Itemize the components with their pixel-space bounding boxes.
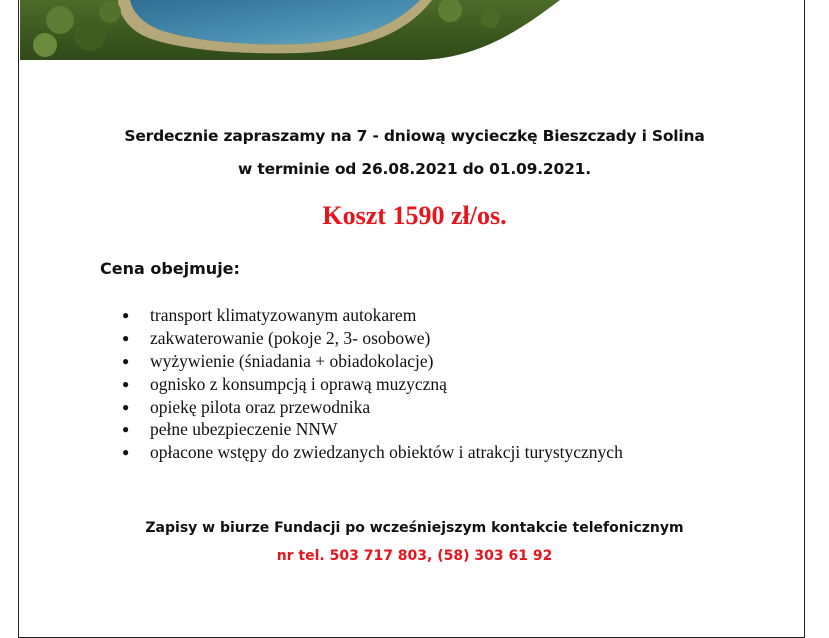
list-item <box>118 327 623 350</box>
list-item <box>118 373 623 396</box>
list-item-label: opiekę pilota oraz przewodnika <box>150 396 371 417</box>
bullet-icon: ● <box>122 399 130 414</box>
price: Koszt 1590 zł/os. <box>322 201 507 230</box>
lake-photo <box>20 0 560 60</box>
phone-numbers: nr tel. 503 717 803, (58) 303 61 92 <box>276 548 553 564</box>
list-item-label: wyżywienie (śniadania + obiadokolacje) <box>150 350 434 371</box>
list-item <box>118 441 623 464</box>
list-item-label: transport klimatyzowanym autokarem <box>150 305 417 325</box>
invitation-line-1: Serdecznie zapraszamy na 7 - dniową wycieczkę Bieszczady i Solina <box>124 127 705 145</box>
list-item <box>118 304 623 327</box>
bullet-icon: ● <box>122 353 130 368</box>
bullet-icon: ● <box>122 376 130 391</box>
signup-info: Zapisy w biurze Fundacji po wcześniejszym kontakcie telefonicznym <box>145 520 684 536</box>
list-item-label: pełne ubezpieczenie NNW <box>150 419 338 440</box>
list-item <box>118 418 623 441</box>
list-item-label: ognisko z konsumpcją i oprawą muzyczną <box>150 373 447 394</box>
invitation-line-2: w terminie od 26.08.2021 do 01.09.2021. <box>238 160 591 178</box>
list-item <box>118 396 623 419</box>
list-item <box>118 350 623 373</box>
lake-photo-image <box>20 0 560 60</box>
bullet-icon: ● <box>122 445 130 460</box>
list-item-label: opłacone wstępy do zwiedzanych obiektów i atrakcji turystycznych <box>150 442 623 463</box>
bullet-icon: ● <box>122 422 130 437</box>
bullet-icon: ● <box>122 330 130 345</box>
list-item-label: zakwaterowanie (pokoje 2, 3- osobowe) <box>150 327 431 348</box>
includes-list <box>118 304 623 464</box>
includes-heading: Cena obejmuje: <box>100 259 240 278</box>
bullet-icon: ● <box>122 308 130 322</box>
